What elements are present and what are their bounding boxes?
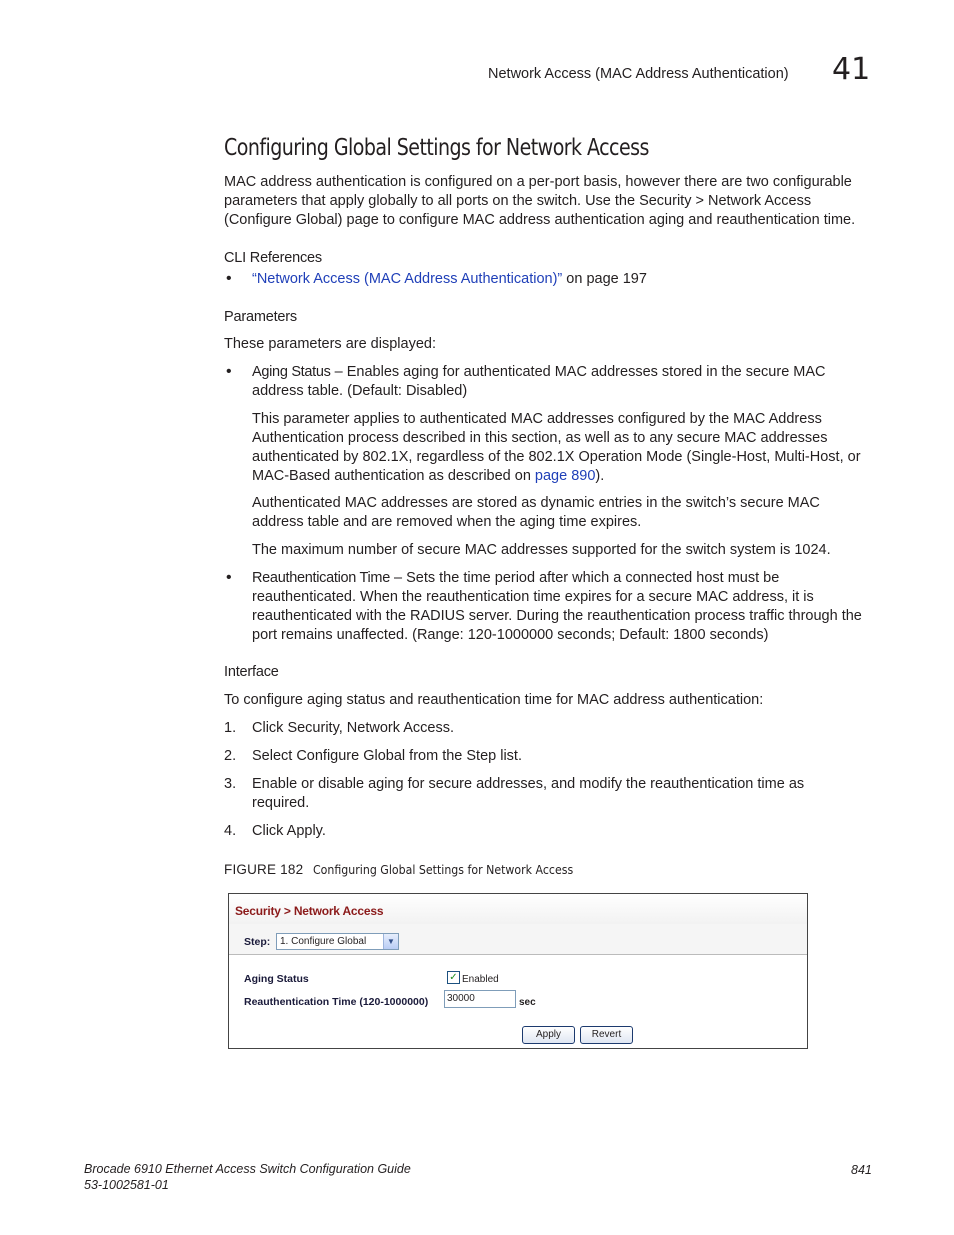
aging-note-1-text: This parameter applies to authenticated MAC addresses configured by the MAC Address Authentication process described in this section, as well as to any secure MAC addresses authenticated by 802.1X, regardless of the 802.1X Operation Mode (Single-Host, Multi-Host, or MAC-Based authentication as described on	[252, 411, 861, 484]
footer-doc-info	[84, 1161, 411, 1193]
interface-lead: To configure aging status and reauthentication time for MAC address authentication:	[224, 692, 764, 708]
reauth-time-label: Reauthentication Time (120-1000000)	[244, 996, 429, 1008]
aging-note-2: Authenticated MAC addresses are stored as dynamic entries in the switch’s secure MAC address table and are removed when the aging time expires.	[252, 495, 820, 530]
step-number: 1.	[224, 720, 237, 736]
interface-heading: Interface	[224, 664, 279, 680]
reauth-time-input[interactable]: 30000	[444, 990, 516, 1008]
chapter-number: 41	[832, 52, 871, 87]
step-select[interactable]	[276, 933, 399, 950]
figure-title: Configuring Global Settings for Network Access	[313, 862, 574, 877]
panel-header	[229, 894, 807, 925]
figure-caption	[224, 860, 609, 879]
apply-button[interactable]: Apply	[522, 1026, 575, 1044]
reauth-time-term: Reauthentication Time	[252, 570, 390, 586]
step-text: Enable or disable aging for secure addresses, and modify the reauthentication time as required.	[252, 776, 805, 811]
section-title: Configuring Global Settings for Network Access	[224, 135, 649, 161]
step-number: 4.	[224, 823, 237, 839]
aging-note-1	[252, 410, 874, 486]
chevron-down-icon[interactable]: ▼	[383, 934, 398, 949]
step-number: 2.	[224, 748, 237, 764]
step-text: Select Configure Global from the Step list.	[252, 748, 522, 764]
reauth-time-item	[252, 569, 874, 645]
footer-doc-number: 53-1002581-01	[84, 1178, 169, 1192]
aging-note-1-end: ).	[595, 468, 605, 484]
cli-reference-item	[252, 270, 874, 289]
step-text: Click Security, Network Access.	[252, 720, 454, 736]
seconds-unit-label: sec	[519, 997, 536, 1008]
footer-doc-title: Brocade 6910 Ethernet Access Switch Configuration Guide	[84, 1162, 411, 1176]
running-header-title: Network Access (MAC Address Authentication)	[488, 66, 789, 82]
bullet-icon: •	[226, 270, 232, 287]
figure-screenshot-panel	[228, 893, 808, 1049]
step-label: Step:	[244, 936, 271, 948]
revert-button[interactable]: Revert	[580, 1026, 633, 1044]
parameters-lead: These parameters are displayed:	[224, 336, 436, 352]
intro-paragraph: MAC address authentication is configured on a per-port basis, however there are two configurable parameters that apply globally to all ports on the switch. Use the Security > Network Access (Configure Global) page to configure MAC address authentication aging and reauthentication time.	[224, 174, 856, 228]
aging-status-item	[252, 363, 874, 401]
step-select-value: 1. Configure Global	[280, 936, 367, 947]
step-number: 3.	[224, 776, 237, 792]
footer-page-number: 841	[851, 1163, 872, 1177]
bullet-icon: •	[226, 363, 232, 380]
panel-breadcrumb: Security > Network Access	[235, 904, 384, 918]
aging-status-label: Aging Status	[244, 973, 309, 985]
step-text: Click Apply.	[252, 823, 326, 839]
checkmark-icon: ✓	[449, 972, 458, 983]
enabled-label: Enabled	[462, 974, 499, 985]
aging-status-desc: – Enables aging for authenticated MAC addresses stored in the secure MAC address table. (Default: Disabled)	[252, 364, 826, 399]
cli-references-heading: CLI References	[224, 250, 322, 266]
aging-status-term: Aging Status	[252, 364, 331, 380]
aging-enabled-checkbox[interactable]	[447, 971, 460, 984]
figure-label: FIGURE 182	[224, 862, 304, 877]
cli-reference-link[interactable]: “Network Access (MAC Address Authentication)”	[252, 271, 563, 287]
aging-note-3: The maximum number of secure MAC addresses supported for the switch system is 1024.	[252, 542, 831, 558]
reauth-time-desc: – Sets the time period after which a connected host must be reauthenticated. When the reauthentication time expires for a secure MAC address, it is reauthenticated with the RADIUS server. During the reauthentication process traffic through the port remains unaffected. (Range: 120-1000000 seconds; Default: 1800 seconds)	[252, 570, 862, 643]
parameters-heading: Parameters	[224, 309, 297, 325]
step-row	[229, 924, 807, 955]
page-890-link[interactable]: page 890	[534, 468, 596, 484]
cli-reference-page: on page 197	[562, 271, 647, 287]
bullet-icon: •	[226, 569, 232, 586]
